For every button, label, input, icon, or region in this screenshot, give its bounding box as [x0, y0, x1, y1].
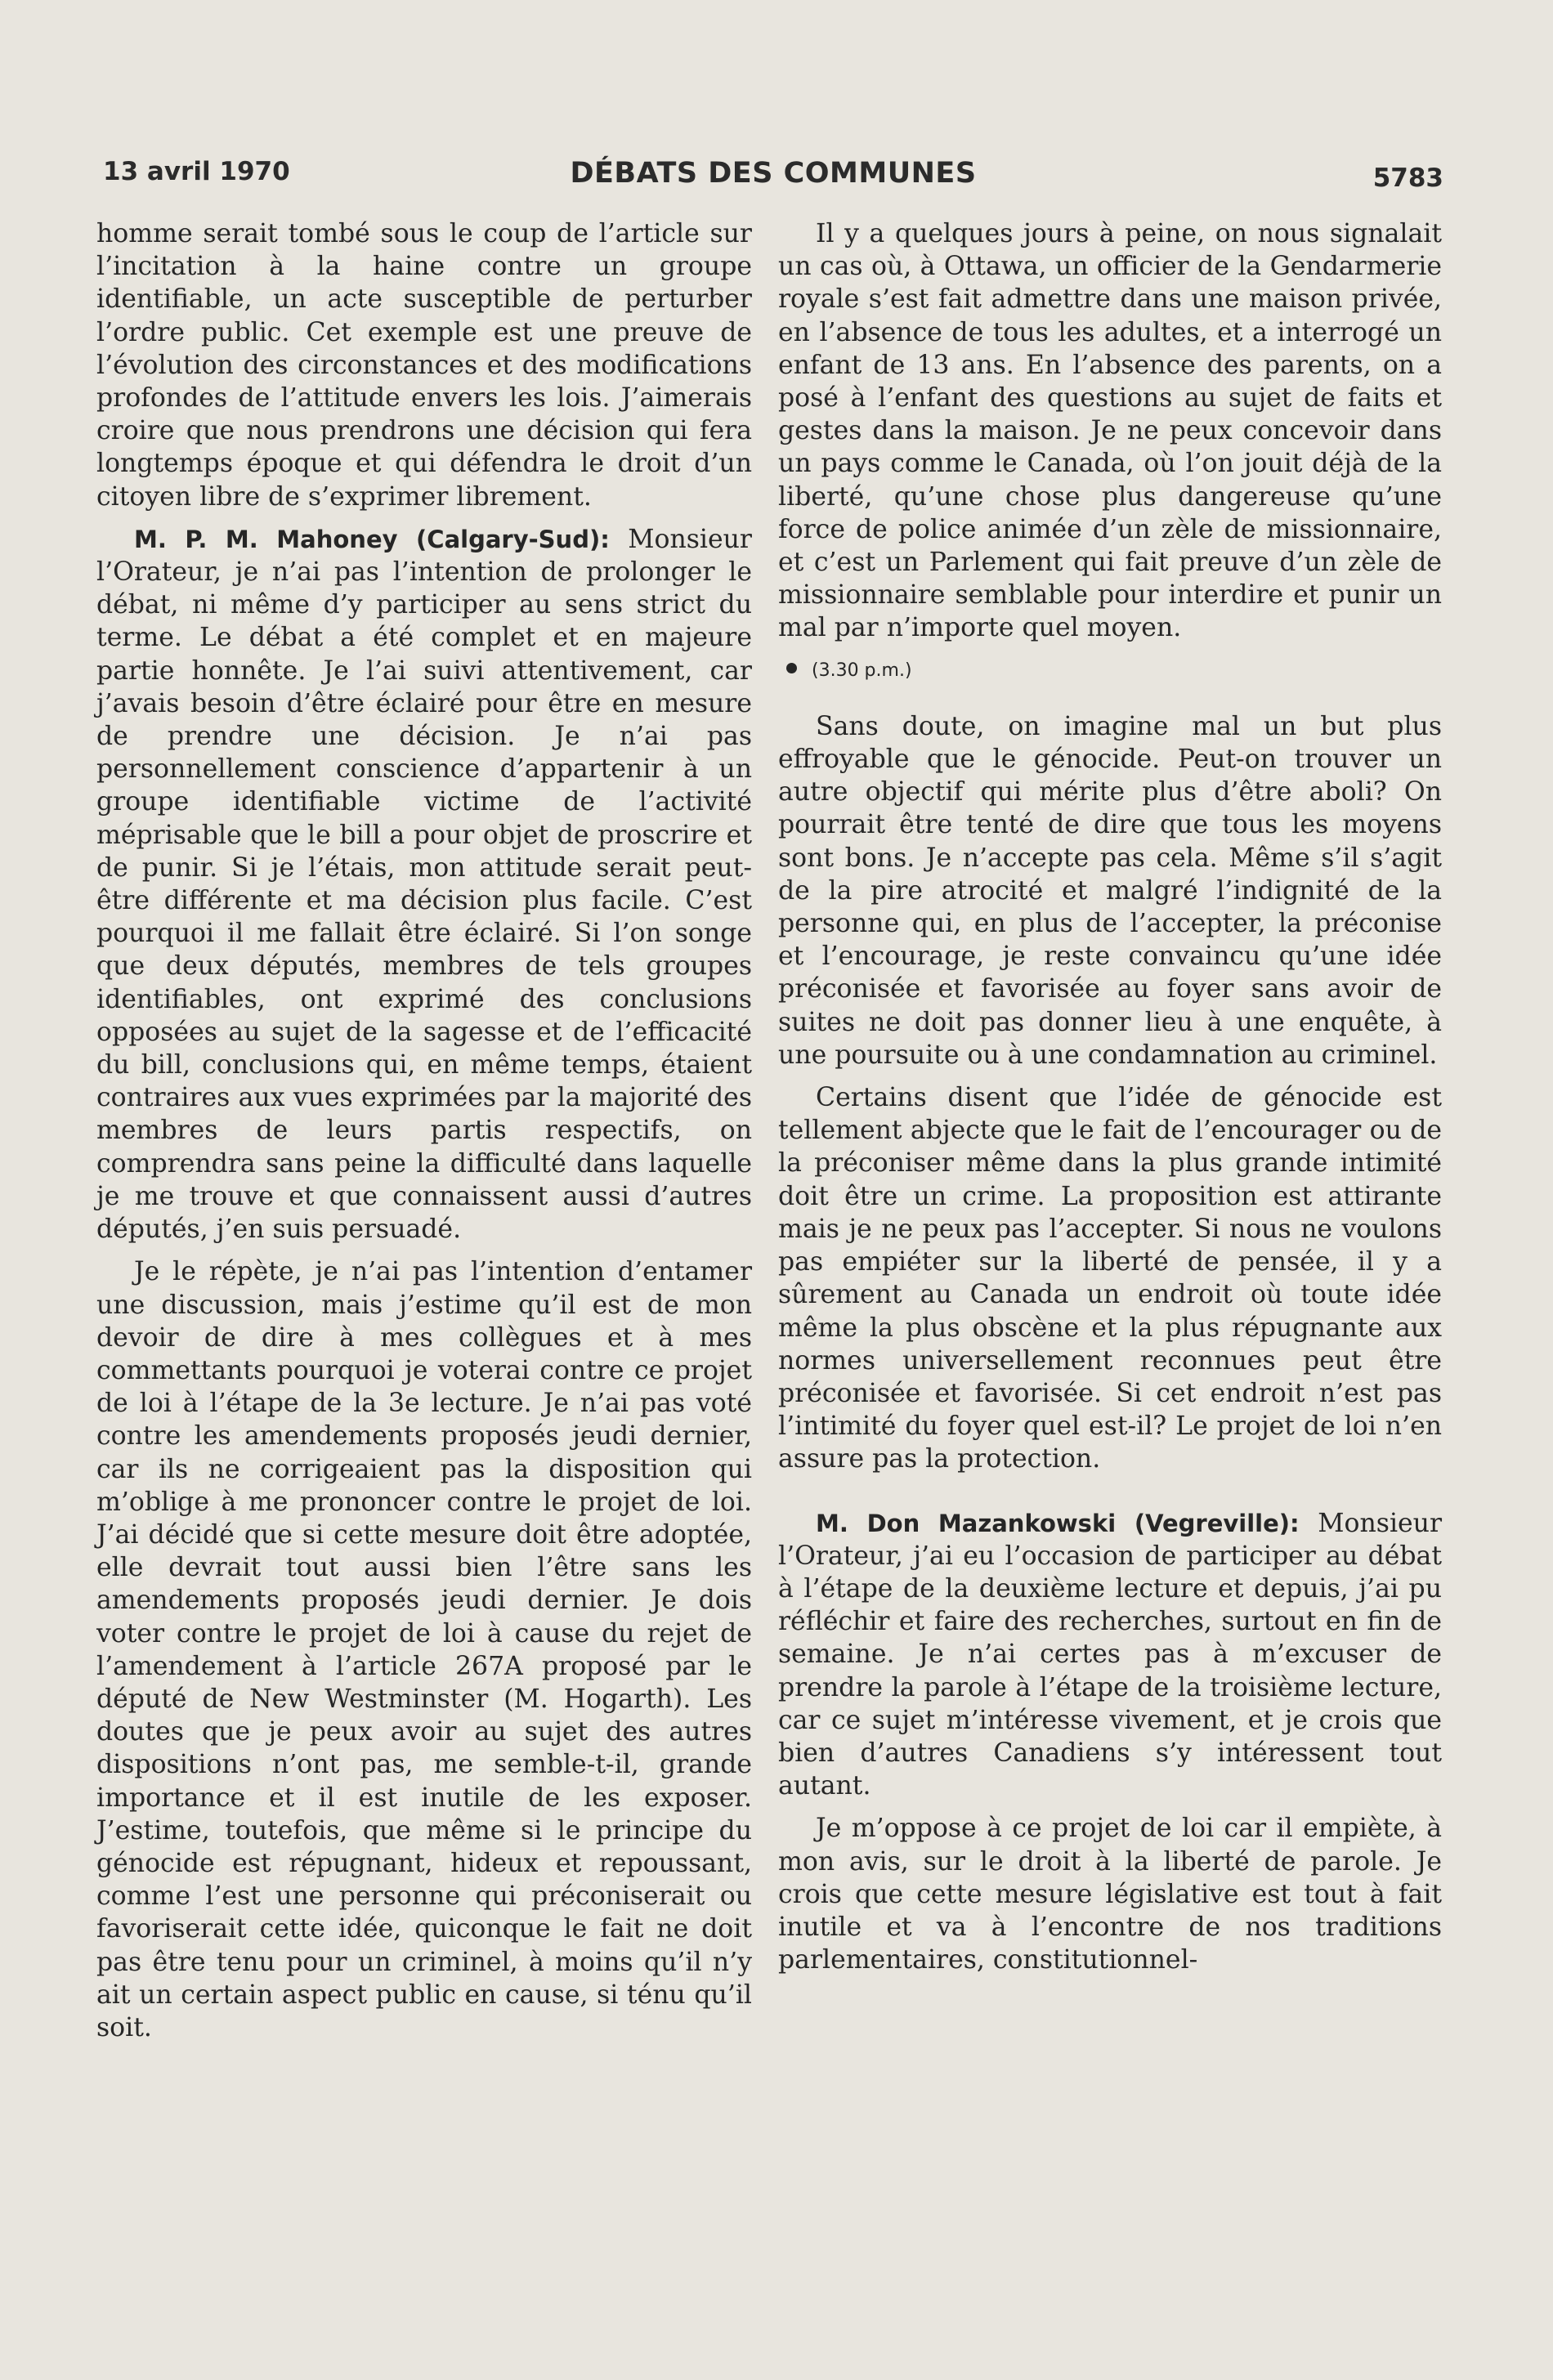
timestamp [786, 655, 1442, 687]
header-title: DÉBATS DES COMMUNES [570, 157, 977, 190]
speech-paragraph [96, 523, 752, 1246]
paragraph: Je le répète, je n’ai pas l’intention d’entamer une discussion, mais j’estime qu’il est de mon devoir de dire à mes collègues et à mes commettants pourquoi je voterai contre ce projet de loi à l’étape de la 3e lecture. Je n’ai pas voté contre les amendements proposés jeudi dernier, car ils ne corrigeaient pas la disposition qui m’oblige à me prononcer contre le projet de loi. J’ai décidé que si cette mesure doit être adoptée, elle devrait tout aussi bien l’être sans les amendements proposés jeudi dernier. Je dois voter contre le projet de loi à cause du rejet de l’amendement à l’article 267A proposé par le député de New Westminster (M. Hogarth). Les doutes que je peux avoir au sujet des autres dispositions n’ont pas, me semble-t-il, grande importance et il est inutile de les exposer. J’estime, toutefois, que même si le principe du génocide est répugnant, hideux et repoussant, comme l’est une personne qui préconiserait ou favoriserait cette idée, quiconque le fait ne doit pas être tenu pour un criminel, à moins qu’il n’y ait un certain aspect public en cause, si ténu qu’il soit. [96, 1257, 752, 2042]
paragraph: Je m’oppose à ce projet de loi car il empiète, à mon avis, sur le droit à la liberté de parole. Je crois que cette mesure législative est tout à fait inutile et va à l’encontre de nos traditions parlementaires, constitutionnel- [778, 1814, 1442, 1975]
speech-paragraph [778, 1507, 1442, 1803]
left-column [96, 217, 752, 2044]
header-page-number: 5783 [1372, 163, 1443, 193]
speaker-name: M. Don Mazankowski (Vegreville): [816, 1509, 1300, 1537]
timestamp-text: (3.30 p.m.) [812, 660, 912, 681]
paragraph: homme serait tombé sous le coup de l’article sur l’incitation à la haine contre un groupe identifiable, un acte susceptible de perturber l’ordre public. Cet exemple est une preuve de l’évolution des circonstances et des modifications profondes de l’attitude envers les lois. J’aimerais croire que nous prendrons une décision qui fera longtemps époque et qui défendra le droit d’un citoyen libre de s’exprimer librement. [96, 219, 752, 512]
page-header [103, 157, 1443, 198]
paragraph: Certains disent que l’idée de génocide est tellement abjecte que le fait de l’encourager ou de la préconiser même dans la plus grande intimité doit être un crime. La proposition est attirante mais je ne peux pas l’accepter. Si nous ne voulons pas empiéter sur la liberté de pensée, il y a sûrement au Canada un endroit où toute idée même la plus obscène et la plus répugnante aux normes universellement reconnues peut être préconisée et favorisée. Si cet endroit n’est pas l’intimité du foyer quel est-il? Le projet de loi n’en assure pas la protection. [778, 1083, 1442, 1474]
paragraph: Il y a quelques jours à peine, on nous signalait un cas où, à Ottawa, un officier de la Gendarmerie royale s’est fait admettre dans une maison privée, en l’absence de tous les adultes, et a interrogé un enfant de 13 ans. En l’absence des parents, on a posé à l’enfant des questions au sujet de faits et gestes dans la maison. Je ne peux concevoir dans un pays comme le Canada, où l’on jouit déjà de la liberté, qu’une chose plus dangereuse qu’une force de police animée d’un zèle de missionnaire, et c’est un Parlement qui fait preuve d’un zèle de missionnaire semblable pour interdire et punir un mal par n’importe quel moyen. [778, 219, 1442, 643]
right-column [778, 217, 1442, 1976]
bullet-icon [786, 663, 797, 673]
speaker-name: M. P. M. Mahoney (Calgary-Sud): [134, 525, 610, 553]
paragraph: Sans doute, on imagine mal un but plus effroyable que le génocide. Peut-on trouver un autre objectif qui mérite plus d’être aboli? On pourrait être tenté de dire que tous les moyens sont bons. Je n’accepte pas cela. Même s’il s’agit de la pire atrocité et malgré l’indignité de la personne qui, en plus de l’accepter, la préconise et l’encourage, je reste convaincu qu’une idée préconisée et favorisée au foyer sans avoir de suites ne doit pas donner lieu à une enquête, à une poursuite ou à une condamnation au criminel. [778, 711, 1442, 1070]
header-date: 13 avril 1970 [103, 157, 290, 186]
speech-text: Monsieur l’Orateur, je n’ai pas l’intention de prolonger le débat, ni même d’y participer au sens strict du terme. Le débat a été complet et en majeure partie honnête. Je l’ai suivi attentivement, car j’avais besoin d’être éclairé pour être en mesure de prendre une décision. Je n’ai pas personnellement conscience d’appartenir à un groupe identifiable victime de l’activité méprisable que le bill a pour objet de proscrire et de punir. Si je l’étais, mon attitude serait peut-être différente et ma décision plus facile. C’est pourquoi il me fallait être éclairé. Si l’on songe que deux députés, membres de tels groupes identifiables, ont exprimé des conclusions opposées au sujet de la sagesse et de l’efficacité du bill, conclusions qui, en même temps, étaient contraires aux vues exprimées par la majorité des membres de leurs partis respectifs, on comprendra sans peine la difficulté dans laquelle je me trouve et que connaissent aussi d’autres députés, j’en suis persuadé. [96, 524, 752, 1245]
speech-text: Monsieur l’Orateur, j’ai eu l’occasion de participer au débat à l’étape de la deuxième lecture et depuis, j’ai pu réfléchir et faire des recherches, surtout en fin de semaine. Je n’ai certes pas à m’excuser de prendre la parole à l’étape de la troisième lecture, car ce sujet m’intéresse vivement, et je crois que bien d’autres Canadiens s’y intéressent tout autant. [778, 1508, 1442, 1801]
